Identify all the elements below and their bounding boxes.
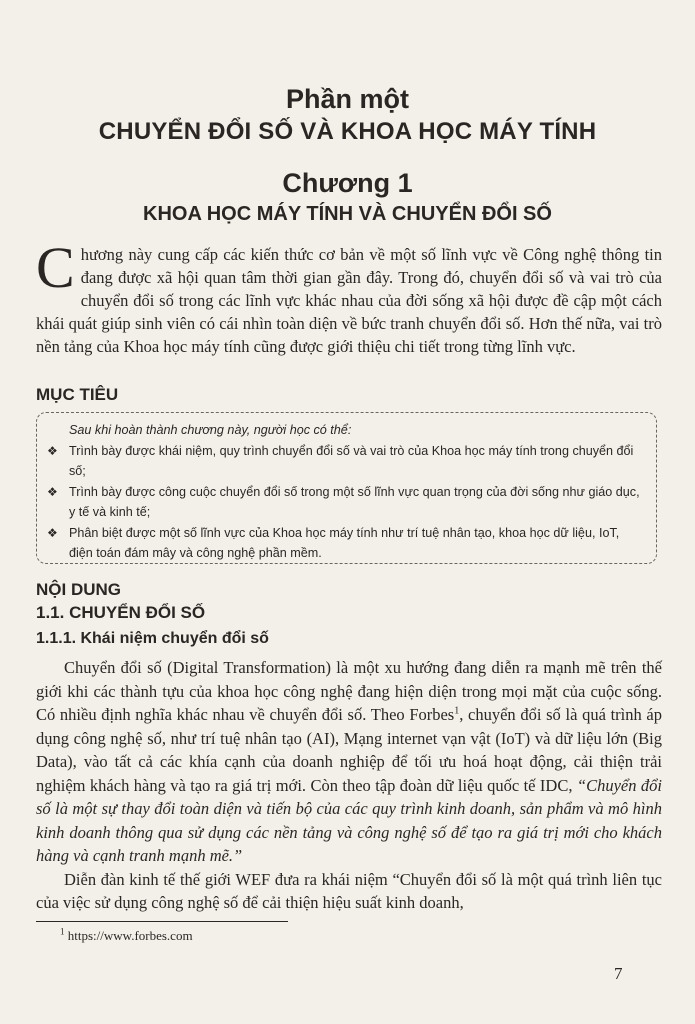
part-label: Phần một [285, 84, 409, 114]
chapter-title: KHOA HỌC MÁY TÍNH VÀ CHUYỂN ĐỔI SỐ [143, 203, 552, 225]
body-paragraphs [36, 656, 662, 915]
paragraph-1: Chuyển đổi số (Digital Transformation) là một xu hướng đang diễn ra mạnh mẽ trên thế giới khi các thành tựu của khoa học công nghệ đang hiện diện trong mọi mặt của cuộc sống. Có nhiều định nghĩa khác nhau về chuyển đổi số. Theo Forbes$^1$, chuyển đổi số là quá trình áp dụng công nghệ số, như trí tuệ nhân tạo (AI), Mạng internet vạn vật (IoT) và dữ liệu lớn (Big Data), vào tất cả các khía cạnh của doanh nghiệp để tối ưu hoá hoạt động, cải thiện trải nghiệm khách hàng và tạo ra giá trị mới. Còn theo tập đoàn dữ liệu quốc tế IDC, “Chuyển đổi số là một sự thay đổi toàn diện và tiến bộ của các quy trình kinh doanh, sản phẩm và mô hình kinh doanh thông qua sử dụng các nền tảng và công nghệ số để tạo ra giá trị mới cho khách hàng và cạnh tranh mạnh mẽ.” [36, 658, 662, 865]
footnote-ref: 1 [454, 705, 460, 717]
footnote-mark: 1 [60, 926, 65, 937]
objectives-box [36, 412, 657, 564]
intro-text: hương này cung cấp các kiến thức cơ bản về một số lĩnh vực về Công nghệ thông tin đang được xã hội quan tâm thời gian gần đây. Trong đó, chuyển đổi số và vai trò của chuyển đổi số trong các lĩnh vực khác nhau của đời sống xã hội được đề cập một cách khái quát giúp sinh viên có cái nhìn toàn diện về bức tranh chuyển đổi số. Hơn thế nữa, vai trò nền tảng của Khoa học máy tính cũng được giới thiệu chi tiết trong từng lĩnh vực. [36, 245, 662, 356]
chapter-label: Chương 1 [282, 168, 413, 198]
diamond-bullet-icon: ❖ [47, 485, 58, 499]
diamond-bullet-icon: ❖ [47, 444, 58, 458]
objective-text: Trình bày được công cuộc chuyển đổi số trong một số lĩnh vực quan trọng của đời sống như giáo dục, y tế và kinh tế; [69, 485, 640, 519]
objective-item [47, 441, 646, 481]
idc-quote: “Chuyển đổi số là một sự thay đổi toàn diện và tiến bộ của các quy trình kinh doanh, sản phẩm và mô hình kinh doanh thông qua sử dụng các nền tảng và công nghệ số để tạo ra giá trị mới cho khách hàng và cạnh tranh mạnh mẽ.” [36, 775, 662, 865]
part-title: CHUYỂN ĐỔI SỐ VÀ KHOA HỌC MÁY TÍNH [98, 118, 597, 145]
section-heading: 1.1. CHUYỂN ĐỔI SỐ [36, 603, 206, 622]
objectives-intro: Sau khi hoàn thành chương này, người học có thể: [69, 423, 352, 437]
objectives-heading: MỤC TIÊU [36, 385, 119, 404]
objective-text: Trình bày được khái niệm, quy trình chuyển đổi số và vai trò của Khoa học máy tính trong chuyển đổi số; [69, 444, 634, 478]
content-heading: NỘI DUNG [36, 580, 121, 599]
page-number: 7 [614, 964, 623, 983]
paragraph-2: Diễn đàn kinh tế thế giới WEF đưa ra khái niệm “Chuyển đổi số là một quá trình liên tục của việc sử dụng công nghệ số để cải thiện hiệu suất kinh doanh, [36, 869, 662, 912]
footnote-text: https://www.forbes.com [67, 928, 193, 943]
objective-item [47, 523, 646, 563]
objective-text: Phân biệt được một số lĩnh vực của Khoa học máy tính như trí tuệ nhân tạo, khoa học dữ liệu, IoT, điện toán đám mây và công nghệ phần mềm. [69, 526, 620, 560]
footnote [60, 928, 193, 944]
chapter-intro [36, 235, 662, 358]
diamond-bullet-icon: ❖ [47, 526, 58, 540]
objective-item [47, 482, 646, 522]
footnote-divider [36, 921, 288, 922]
dropcap: C [36, 235, 75, 300]
subsection-heading: 1.1.1. Khái niệm chuyển đổi số [36, 630, 269, 647]
